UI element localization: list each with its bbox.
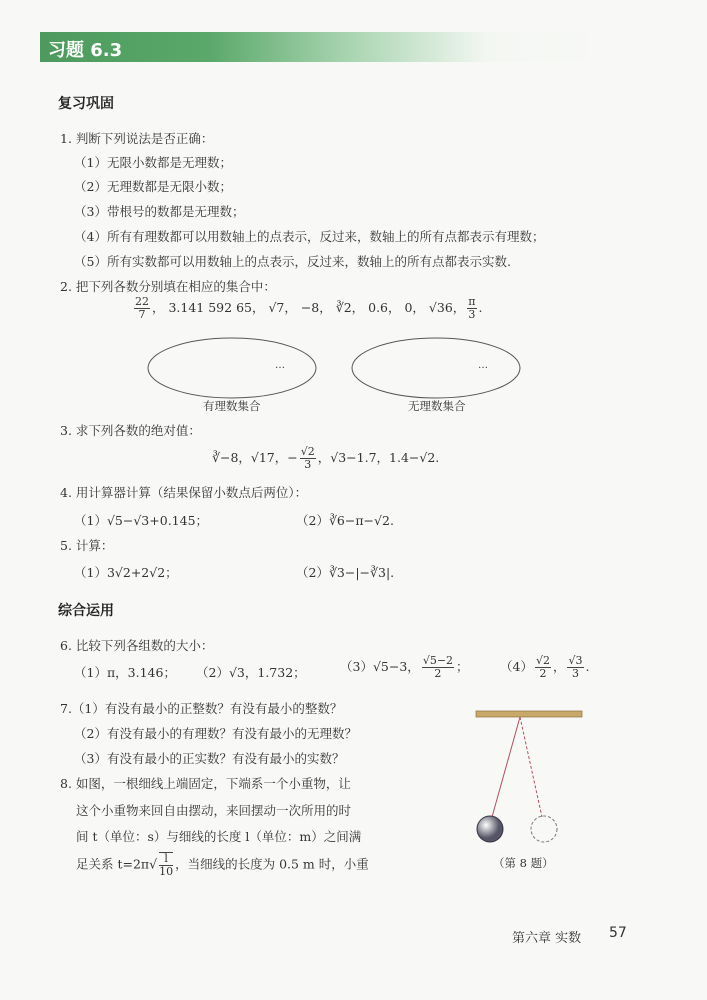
q4-stem: 4. 用计算器计算（结果保留小数点后两位）： — [60, 485, 308, 500]
dashed-ball — [531, 816, 557, 842]
q1-item: （3）带根号的数都是无理数； — [74, 204, 245, 219]
figure-caption: （第 8 题） — [493, 856, 554, 870]
fixed-bar — [476, 711, 582, 717]
q6-part1: （1）π，3.146； — [74, 665, 176, 680]
q3-expression — [212, 446, 439, 471]
numerator: 22 — [135, 295, 149, 308]
denominator: 7 — [138, 308, 146, 321]
irrational-set-label: 无理数集合 — [408, 399, 466, 413]
expr-part: （4） — [500, 659, 533, 674]
fraction — [535, 655, 551, 680]
fraction — [159, 852, 173, 878]
numerator: π — [468, 295, 476, 308]
rational-set-label: 有理数集合 — [203, 399, 261, 413]
q1-item: （4）所有有理数都可以用数轴上的点表示，反过来，数轴上的所有点都表示有理数； — [74, 229, 545, 244]
q4-part1: （1）√5−√3+0.145； — [74, 513, 209, 528]
numerator: √2 — [535, 654, 550, 667]
q6-stem: 6. 比较下列各组数的大小： — [60, 638, 214, 653]
ellipsis: … — [275, 360, 285, 371]
q1-stem: 1. 判断下列说法是否正确： — [60, 131, 214, 146]
exercise-title: 习题 6.3 — [48, 40, 123, 61]
q4-part2: （2）∛6−π−√2. — [296, 513, 394, 528]
expr-part: 足关系 t=2π√ — [76, 856, 158, 872]
q5-part1: （1）3√2+2√2； — [74, 565, 178, 580]
denominator: 2 — [434, 667, 442, 680]
denominator: 3 — [571, 667, 579, 680]
q1-item: （5）所有实数都可以用数轴上的点表示，反过来，数轴上的所有点都表示实数. — [74, 254, 511, 269]
q6-part2: （2）√3，1.732； — [196, 665, 306, 680]
numerator: √2 — [300, 445, 315, 458]
page-number: 57 — [609, 925, 627, 941]
q1-item: （1）无限小数都是无理数； — [74, 155, 232, 170]
section-heading-application: 综合运用 — [58, 603, 114, 619]
fraction — [134, 296, 150, 321]
irrational-set-ellipse — [352, 338, 520, 398]
section-heading-review: 复习巩固 — [58, 96, 114, 112]
q6-part3 — [340, 655, 469, 680]
q7-part2: （2）有没有最小的有理数？有没有最小的无理数？ — [74, 726, 357, 741]
q8-line: 这个小重物来回自由摆动，来回摆动一次所用的时 — [76, 803, 352, 818]
q8-line: 间 t（单位：s）与细线的长度 l（单位：m）之间满 — [76, 829, 362, 844]
fraction — [422, 655, 454, 680]
denominator: 2 — [539, 667, 547, 680]
denominator: 10 — [159, 865, 174, 878]
expr-part: . — [585, 659, 590, 674]
q6-part4 — [500, 655, 589, 680]
q1-item: （2）无理数都是无限小数； — [74, 179, 232, 194]
q8-line — [76, 852, 369, 878]
q5-part2: （2）∛3−|−∛3|. — [296, 565, 395, 580]
expr-part: （3）√5−3， — [340, 659, 420, 674]
fraction — [467, 296, 476, 321]
pendulum-ball — [477, 816, 503, 842]
dashed-string — [520, 717, 542, 817]
string — [492, 717, 520, 817]
q5-stem: 5. 计算： — [60, 538, 114, 553]
q7-part1: 7.（1）有没有最小的正整数？有没有最小的整数？ — [60, 701, 343, 716]
exercise-header — [40, 32, 600, 62]
expr-part: ， — [552, 659, 566, 674]
ellipsis: … — [478, 360, 488, 371]
numerator: l — [159, 853, 173, 866]
q2-numbers — [132, 296, 483, 321]
q7-part3: （3）有没有最小的正实数？有没有最小的实数？ — [74, 751, 345, 766]
expr-part: ，√3−1.7，1.4−√2. — [317, 450, 440, 465]
q3-stem: 3. 求下列各数的绝对值： — [60, 423, 201, 438]
fraction — [567, 655, 583, 680]
q8-line: 8. 如图，一根细线上端固定，下端系一个小重物，让 — [60, 776, 351, 791]
number-list: ， 3.141 592 65， √7， −8， ∛2， 0.6， 0， √36， — [152, 300, 466, 315]
rational-set-ellipse — [148, 338, 316, 398]
numerator: √5−2 — [422, 654, 454, 667]
period: . — [478, 300, 483, 315]
numerator: √3 — [568, 654, 583, 667]
q2-stem: 2. 把下列各数分别填在相应的集合中： — [60, 279, 276, 294]
chapter-footer: 第六章 实数 — [512, 931, 582, 946]
expr-part: ∛−8，√17，− — [212, 450, 298, 465]
pendulum-figure — [470, 705, 590, 845]
expr-part: ，当细线的长度为 0.5 m 时，小重 — [175, 856, 369, 872]
denominator: 3 — [468, 308, 476, 321]
fraction — [300, 446, 316, 471]
expr-part: ； — [456, 659, 469, 674]
denominator: 3 — [304, 458, 312, 471]
